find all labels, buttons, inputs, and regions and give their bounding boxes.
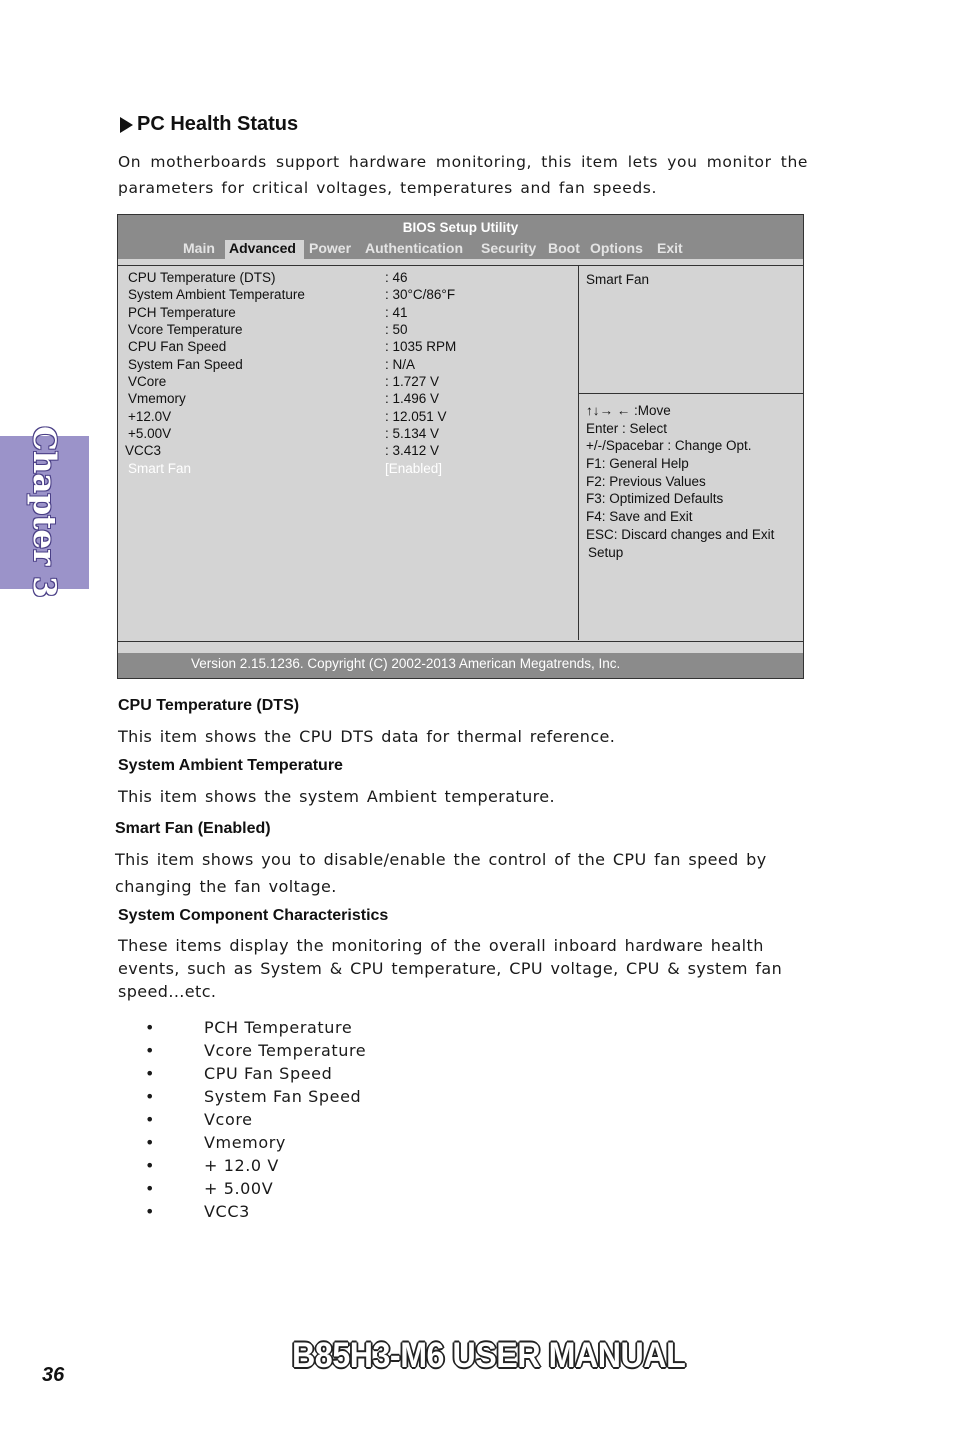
bios-row-pch-temp bbox=[118, 305, 578, 322]
bios-menu-options[interactable]: Options bbox=[590, 240, 643, 256]
bios-menu-main[interactable]: Main bbox=[183, 240, 215, 256]
bios-menu-bar bbox=[118, 240, 803, 258]
bios-row-5v bbox=[118, 426, 578, 443]
bios-row-value: : 1.496 V bbox=[385, 391, 440, 406]
cpu-temp-text: This item shows the CPU DTS data for thermal reference. bbox=[118, 727, 616, 746]
section-heading bbox=[120, 113, 298, 136]
bios-row-label: +5.00V bbox=[128, 426, 172, 441]
bios-divider-bottom bbox=[118, 641, 803, 642]
bios-row-value: : N/A bbox=[385, 357, 416, 372]
bios-row-vcore bbox=[118, 374, 578, 391]
bios-row-label: VCore bbox=[128, 374, 167, 389]
bios-row-12v bbox=[118, 409, 578, 426]
bios-row-value: : 5.134 V bbox=[385, 426, 440, 441]
bios-menu-authentication[interactable]: Authentication bbox=[365, 240, 463, 256]
smart-fan-text: This item shows you to disable/enable the control of the CPU fan speed by changing the fan voltage. bbox=[115, 850, 767, 896]
bios-row-cpu-temp bbox=[118, 270, 578, 287]
page-number: 36 bbox=[42, 1364, 65, 1386]
key-f1: F1: General Help bbox=[586, 456, 689, 472]
bios-menu-exit[interactable]: Exit bbox=[657, 240, 683, 256]
bios-row-value: : 46 bbox=[385, 270, 408, 285]
bios-menu-advanced[interactable]: Advanced bbox=[225, 240, 304, 259]
bios-key-legend bbox=[586, 403, 801, 562]
bios-row-value: : 50 bbox=[385, 322, 408, 337]
bios-row-value: : 12.051 V bbox=[385, 409, 447, 424]
bios-divider-help bbox=[579, 393, 803, 394]
bios-row-label: Vcore Temperature bbox=[128, 322, 243, 337]
bios-row-value: : 1.727 V bbox=[385, 374, 440, 389]
intro-paragraph: On motherboards support hardware monitoring, this item lets you monitor the parameters for critical voltages, temperatures and fan speeds. bbox=[118, 153, 808, 197]
manual-title: B85H3-M6 USER MANUAL bbox=[292, 1336, 686, 1375]
bios-row-label: CPU Fan Speed bbox=[128, 339, 227, 354]
key-esc: ESC: Discard changes and Exit bbox=[586, 526, 775, 542]
bios-row-label: CPU Temperature (DTS) bbox=[128, 270, 276, 285]
ambient-temp-text: This item shows the system Ambient temperature. bbox=[118, 787, 555, 806]
bios-row-cpu-fan bbox=[118, 339, 578, 356]
key-f3: F3: Optimized Defaults bbox=[586, 491, 724, 507]
section-heading-text: PC Health Status bbox=[137, 113, 299, 135]
bios-divider-vertical bbox=[578, 265, 579, 640]
bios-row-label: PCH Temperature bbox=[128, 305, 236, 320]
bios-divider-top bbox=[118, 265, 803, 266]
bios-row-value: : 30°C/86°F bbox=[385, 287, 456, 302]
bios-menu-boot[interactable]: Boot bbox=[548, 240, 580, 256]
bios-row-ambient-temp bbox=[118, 287, 578, 304]
bios-row-label: Vmemory bbox=[128, 391, 186, 406]
bios-row-vmemory bbox=[118, 391, 578, 408]
key-spacebar: +/-/Spacebar : Change Opt. bbox=[586, 438, 752, 454]
bios-row-label: +12.0V bbox=[128, 409, 172, 424]
bios-row-value[interactable]: [Enabled] bbox=[385, 461, 443, 476]
triangle-bullet-icon bbox=[120, 117, 133, 133]
key-move: ↑↓→ ← :Move bbox=[586, 403, 671, 418]
chapter-tab-label: Chapter 3 bbox=[26, 426, 62, 598]
bios-row-value: : 41 bbox=[385, 305, 408, 320]
bios-header bbox=[118, 215, 803, 259]
key-enter: Enter : Select bbox=[586, 420, 668, 436]
cpu-temp-heading: CPU Temperature (DTS) bbox=[118, 697, 300, 714]
bios-menu-power[interactable]: Power bbox=[309, 240, 352, 256]
bios-row-system-fan bbox=[118, 357, 578, 374]
ambient-temp-heading: System Ambient Temperature bbox=[118, 757, 343, 774]
bios-row-label: Smart Fan bbox=[128, 461, 192, 476]
bios-row-label: System Fan Speed bbox=[128, 357, 243, 372]
bios-row-smart-fan[interactable] bbox=[118, 461, 578, 478]
components-heading: System Component Characteristics bbox=[118, 907, 389, 924]
bios-row-label: VCC3 bbox=[125, 443, 162, 458]
bios-title: BIOS Setup Utility bbox=[402, 220, 519, 235]
bios-row-value: : 1035 RPM bbox=[385, 339, 457, 354]
key-f4: F4: Save and Exit bbox=[586, 509, 693, 525]
chapter-tab bbox=[0, 426, 89, 598]
bios-screen bbox=[117, 214, 804, 679]
bios-row-label: System Ambient Temperature bbox=[128, 287, 305, 302]
key-f2: F2: Previous Values bbox=[586, 473, 706, 489]
bios-menu-security[interactable]: Security bbox=[481, 240, 537, 256]
components-text: These items display the monitoring of the overall inboard hardware health events, such as System & CPU temperature, CPU voltage, CPU & system fan speed...etc. bbox=[118, 936, 783, 1001]
key-esc-cont: Setup bbox=[588, 544, 624, 560]
smart-fan-heading: Smart Fan (Enabled) bbox=[115, 820, 271, 837]
bios-help-title: Smart Fan bbox=[586, 272, 650, 287]
bios-version: Version 2.15.1236. Copyright (C) 2002-2013 American Megatrends, Inc. bbox=[191, 656, 621, 671]
bios-row-value: : 3.412 V bbox=[385, 443, 440, 458]
bios-footer bbox=[118, 653, 803, 678]
bios-row-vcore-temp bbox=[118, 322, 578, 339]
bios-row-vcc3 bbox=[118, 443, 578, 460]
